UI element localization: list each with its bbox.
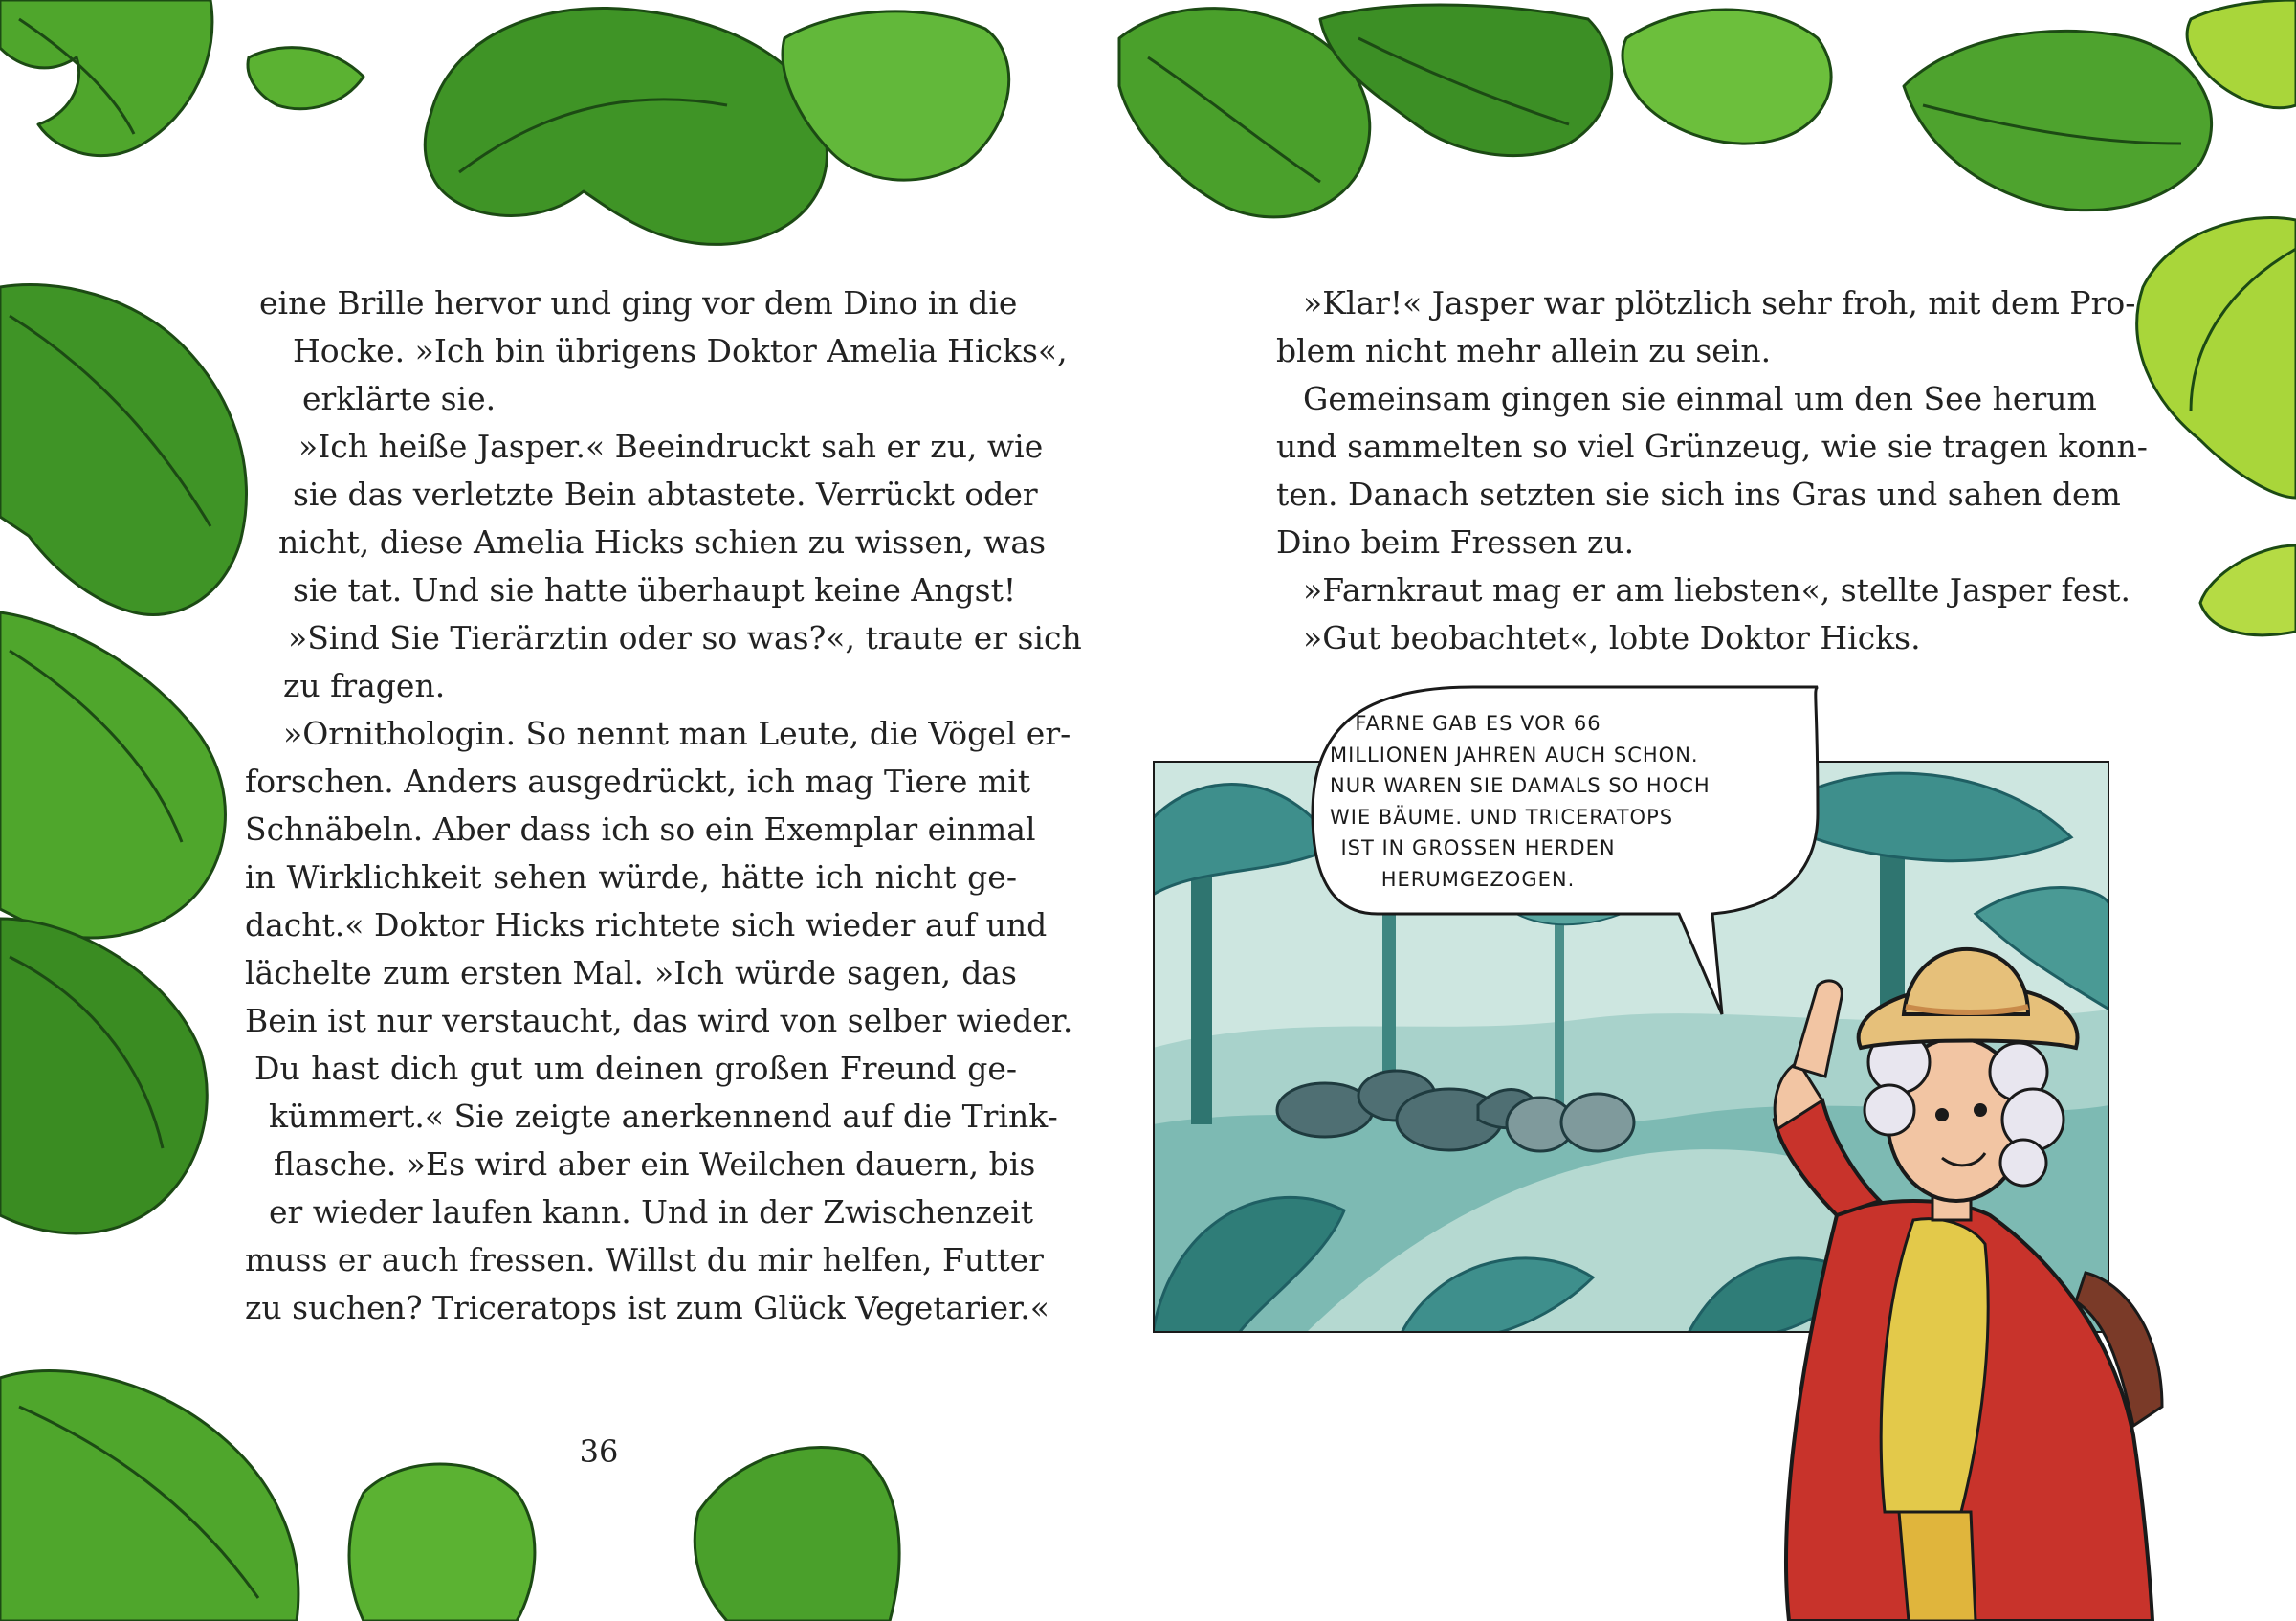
- text-line: flasche. »Es wird aber ein Weilchen dauern, bis: [274, 1145, 1036, 1183]
- bubble-line: HERUMGEZOGEN.: [1380, 867, 1576, 891]
- text-line: Bein ist nur verstaucht, das wird von selber wieder.: [245, 1002, 1073, 1039]
- text-line: sie tat. Und sie hatte überhaupt keine Angst!: [293, 571, 1017, 609]
- text-line: Du hast dich gut um deinen großen Freund ge-: [254, 1050, 1017, 1087]
- bubble-line: NUR WAREN SIE DAMALS SO HOCH: [1330, 774, 1711, 797]
- text-line: muss er auch fressen. Willst du mir helfen, Futter: [245, 1241, 1044, 1278]
- text-line: Gemeinsam gingen sie einmal um den See herum: [1303, 380, 2097, 417]
- text-line: »Sind Sie Tierärztin oder so was?«, traute er sich: [288, 619, 1082, 656]
- text-line: »Farnkraut mag er am liebsten«, stellte Jasper fest.: [1303, 571, 2131, 609]
- text-line: Schnäbeln. Aber dass ich so ein Exemplar einmal: [245, 810, 1036, 848]
- bubble-line: FARNE GAB ES VOR 66: [1355, 712, 1601, 735]
- text-line: sie das verletzte Bein abtastete. Verrückt oder: [293, 476, 1038, 513]
- text-line: »Klar!« Jasper war plötzlich sehr froh, mit dem Pro-: [1303, 284, 2136, 322]
- text-line: er wieder laufen kann. Und in der Zwischenzeit: [269, 1193, 1033, 1231]
- text-line: Hocke. »Ich bin übrigens Doktor Amelia Hicks«,: [293, 332, 1068, 369]
- bubble-line: IST IN GROSSEN HERDEN: [1340, 836, 1616, 859]
- text-line: und sammelten so viel Grünzeug, wie sie tragen konn-: [1276, 428, 2148, 465]
- text-line: Dino beim Fressen zu.: [1276, 523, 1635, 561]
- speech-bubble-text: [1330, 708, 1711, 895]
- text-line: zu fragen.: [283, 667, 446, 704]
- text-line: eine Brille hervor und ging vor dem Dino in die: [259, 284, 1018, 322]
- text-line: in Wirklichkeit sehen würde, hätte ich nicht ge-: [245, 858, 1017, 896]
- text-line: dacht.« Doktor Hicks richtete sich wieder auf und: [245, 906, 1048, 944]
- text-line: blem nicht mehr allein zu sein.: [1276, 332, 1772, 369]
- bubble-line: WIE BÄUME. UND TRICERATOPS: [1330, 805, 1674, 829]
- text-line: »Ornithologin. So nennt man Leute, die Vögel er-: [283, 715, 1071, 752]
- text-line: lächelte zum ersten Mal. »Ich würde sagen, das: [245, 954, 1017, 991]
- bubble-line: MILLIONEN JAHREN AUCH SCHON.: [1330, 743, 1699, 766]
- text-line: forschen. Anders ausgedrückt, ich mag Tiere mit: [245, 763, 1030, 800]
- text-line: zu suchen? Triceratops ist zum Glück Vegetarier.«: [245, 1289, 1049, 1326]
- page-number: 36: [579, 1433, 619, 1470]
- text-line: ten. Danach setzten sie sich ins Gras und sahen dem: [1276, 476, 2121, 513]
- text-line: erklärte sie.: [302, 380, 497, 417]
- text-line: kümmert.« Sie zeigte anerkennend auf die Trink-: [269, 1098, 1058, 1135]
- text-line: nicht, diese Amelia Hicks schien zu wissen, was: [278, 523, 1047, 561]
- text-line: »Gut beobachtet«, lobte Doktor Hicks.: [1303, 619, 1921, 656]
- text-line: »Ich heiße Jasper.« Beeindruckt sah er zu, wie: [298, 428, 1044, 465]
